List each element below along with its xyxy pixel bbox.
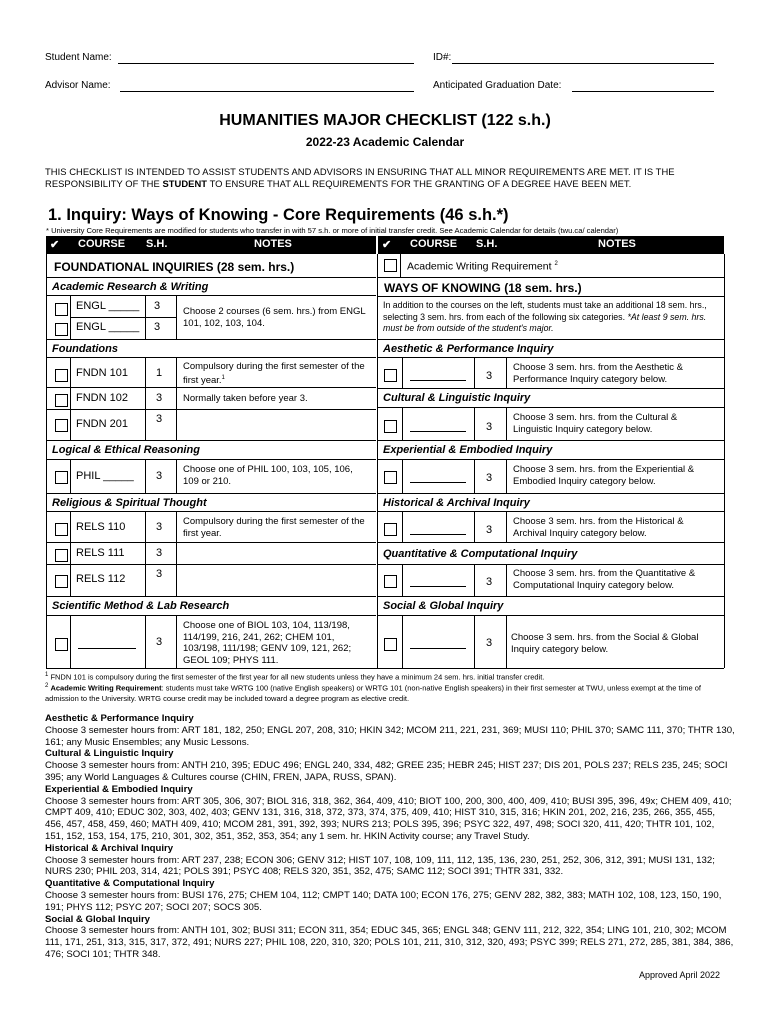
checkbox-engl-2[interactable]: [55, 323, 68, 336]
engl-note: Choose 2 courses (6 sem. hrs.) from ENGL 101, 102, 103, 104.: [183, 306, 366, 329]
footnote-2: $^2$ Academic Writing Requirement: students must take WRTG 100 (native English speakers) or WRTG 101 (non-native English speakers) in their first semester at TWU, unless exempt at the time of admission to the University. WRTG course credit may be included toward a degree program as elective credit.: [45, 683, 701, 703]
course-fndn-101: FNDN 101: [76, 367, 128, 379]
student-name-field[interactable]: [118, 63, 414, 64]
checkbox-social-global[interactable]: [384, 638, 397, 651]
list-item: Social & Global Inquiry Choose 3 semester hours from: ANTH 101, 302; BUSI 311; ECON 311, 354; EDUC 345, 365; ENGL 348; GENV 111, 212, 322, 354; LING 101, 210, 302; MCOM 111, 171, 251, 313, 315, 317, 372, 491; NURS 227; PHIL 108, 220, 310, 320; POLS 101, 211, 310, 312, 320, 493; PSYC 399; RELS 271, 272, 285, 381, 384, 386, 476; SOCI 101; THTR 348.: [45, 913, 734, 960]
academic-writing-requirement: Academic Writing Requirement $^2$: [407, 260, 558, 273]
course-rels-111: RELS 111: [76, 547, 125, 559]
sh-rels-111: 3: [156, 547, 163, 559]
sh-phil: 3: [156, 470, 163, 482]
checkbox-phil[interactable]: [55, 471, 68, 484]
category-experiential: Experiential & Embodied Inquiry: [383, 444, 553, 456]
sh-fndn-101: 1: [156, 367, 163, 379]
checkbox-experiential[interactable]: [384, 471, 397, 484]
page-title: HUMANITIES MAJOR CHECKLIST (122 s.h.): [219, 112, 551, 129]
category-academic-research: Academic Research & Writing: [52, 281, 209, 293]
approved-date: Approved April 2022: [638, 970, 720, 980]
column-divider: [377, 254, 378, 668]
checkbox-aesthetic[interactable]: [384, 369, 397, 382]
cultural-course-blank[interactable]: [410, 431, 466, 432]
checkbox-academic-writing[interactable]: [384, 259, 397, 272]
sh-quantitative: 3: [486, 576, 493, 588]
sh-rels-110: 3: [156, 521, 163, 533]
category-aesthetic: Aesthetic & Performance Inquiry: [383, 343, 554, 355]
advisor-name-label: Advisor Name:: [45, 80, 111, 91]
right-table-header: [378, 236, 724, 254]
category-historical: Historical & Archival Inquiry: [383, 497, 530, 509]
checkbox-quantitative[interactable]: [384, 575, 397, 588]
checkbox-fndn-102[interactable]: [55, 394, 68, 407]
id-label: ID#:: [433, 52, 452, 63]
category-religious-spiritual: Religious & Spiritual Thought: [52, 497, 207, 509]
list-item: Historical & Archival Inquiry Choose 3 semester hours from: ART 237, 238; ECON 306; GENV 312; HIST 107, 108, 109, 111, 112, 135, 136, 230, 251, 252, 306, 312, 391; MUSI 131, 132; NURS 230; PHIL 203, 314, 421; POLS 391; PSYC 408; RELS 320, 351, 352, 475; SAMC 112; SOCI 391; THTR 331, 332.: [45, 842, 715, 878]
category-quantitative: Quantitative & Computational Inquiry: [383, 548, 578, 560]
category-scientific-method: Scientific Method & Lab Research: [52, 600, 230, 612]
sh-fndn-102: 3: [156, 392, 163, 404]
course-rels-110: RELS 110: [76, 521, 126, 533]
checkbox-science[interactable]: [55, 638, 68, 651]
list-item: Quantitative & Computational Inquiry Choose 3 semester hours from: BUSI 176, 275; CHEM 104, 112; CMPT 140; DATA 100; ECON 176, 275; GENV 282, 382, 383; MATH 102, 108, 123, 150, 190, 191; PHYS 112; PSYC 207; SOCI 207; SOCS 305.: [45, 878, 722, 913]
list-item: Aesthetic & Performance Inquiry Choose 3 semester hours from: ART 181, 182, 250; ENGL 207, 208, 310; HKIN 342; MCOM 211, 221, 231, 369; MUSI 110; PHIL 370; SAMC 111, 370; THTR 130, 161; any Music Ensembles; any Music Lessons.: [45, 713, 735, 748]
left-table-header: [46, 236, 376, 254]
checkbox-rels-111[interactable]: [55, 549, 68, 562]
check-header-icon: ✔: [50, 239, 60, 251]
intro-text: THIS CHECKLIST IS INTENDED TO ASSIST STUDENTS AND ADVISORS IN ENSURING THAT ALL MINOR REQUIREMENTS ARE MET. IT IS THE RESPONSIBILITY OF THE STUDENT TO ENSURE THAT ALL REQUIREMENTS FOR THE GRANTING OF A DEGREE HAVE BEEN MET.: [45, 166, 675, 189]
id-field[interactable]: [452, 63, 714, 64]
notes-header: NOTES: [598, 238, 636, 250]
sh-experiential: 3: [486, 472, 493, 484]
page-subtitle: 2022-23 Academic Calendar: [305, 135, 465, 149]
quantitative-note: Choose 3 sem. hrs. from the Quantitative & Computational Inquiry category below.: [513, 568, 696, 591]
rels-110-note: Compulsory during the first semester of the first year.: [183, 516, 365, 539]
course-rels-112: RELS 112: [76, 573, 126, 585]
category-social-global: Social & Global Inquiry: [383, 600, 504, 612]
social-global-course-blank[interactable]: [410, 648, 466, 649]
category-foundations: Foundations: [52, 343, 118, 355]
checkbox-cultural[interactable]: [384, 420, 397, 433]
grad-date-label: Anticipated Graduation Date:: [433, 80, 562, 91]
quantitative-course-blank[interactable]: [410, 586, 466, 587]
course-phil: PHIL _____: [76, 470, 134, 482]
checkbox-fndn-101[interactable]: [55, 369, 68, 382]
phil-note: Choose one of PHIL 100, 103, 105, 106, 109 or 210.: [183, 464, 353, 487]
course-engl-2: ENGL _____: [76, 321, 140, 333]
sh-science: 3: [156, 636, 163, 648]
footnote-1: $^1$ FNDN 101 is compulsory during the first semester of the first year for all new students unless they have a minimum 24 sem. hrs. initial transfer credit.: [45, 672, 545, 682]
aesthetic-note: Choose 3 sem. hrs. from the Aesthetic & Performance Inquiry category below.: [513, 362, 684, 385]
ways-of-knowing-course-lists: [45, 713, 735, 961]
experiential-course-blank[interactable]: [410, 482, 466, 483]
sh-rels-112: 3: [156, 568, 163, 580]
grad-date-field[interactable]: [572, 91, 714, 92]
sh-cultural: 3: [486, 421, 493, 433]
sh-engl-1: 3: [154, 300, 161, 312]
course-header: COURSE: [78, 238, 126, 250]
check-header-icon: ✔: [382, 239, 392, 251]
section-1-note: * University Core Requirements are modified for students who transfer in with 57 s.h. or more of initial transfer credit. See Academic Calendar for details (twu.ca/ calendar): [46, 226, 619, 235]
historical-course-blank[interactable]: [410, 534, 466, 535]
sh-aesthetic: 3: [486, 370, 493, 382]
science-note: Choose one of BIOL 103, 104, 113/198, 114/199, 216, 241, 262; CHEM 101, 103/198, 111/198; GENV 109, 121, 262; GEOL 109; PHYS 111.: [183, 620, 352, 666]
sh-fndn-201: 3: [156, 413, 163, 425]
category-logical-ethical: Logical & Ethical Reasoning: [52, 444, 200, 456]
sh-header: S.H.: [146, 238, 168, 250]
sh-header: S.H.: [476, 238, 498, 250]
student-name-label: Student Name:: [45, 52, 112, 63]
ways-of-knowing-note: In addition to the courses on the left, students must take an additional 18 sem. hrs., selecting 3 sem. hrs. from each of the following six categories. *At least 9 sem. hrs. must be from outside of the student's major.: [383, 300, 707, 333]
course-fndn-201: FNDN 201: [76, 418, 128, 430]
course-fndn-102: FNDN 102: [76, 392, 128, 404]
fndn-101-note: Compulsory during the first semester of the first year.$^1$: [183, 361, 365, 386]
checkbox-rels-112[interactable]: [55, 575, 68, 588]
ways-of-knowing-title: WAYS OF KNOWING (18 sem. hrs.): [384, 281, 582, 295]
category-cultural: Cultural & Linguistic Inquiry: [383, 392, 531, 404]
sh-social-global: 3: [486, 637, 493, 649]
fndn-102-note: Normally taken before year 3.: [183, 393, 308, 404]
cultural-note: Choose 3 sem. hrs. from the Cultural & Linguistic Inquiry category below.: [513, 412, 678, 435]
social-global-note: Choose 3 sem. hrs. from the Social & Global Inquiry category below.: [511, 632, 699, 655]
experiential-note: Choose 3 sem. hrs. from the Experiential & Embodied Inquiry category below.: [513, 464, 695, 487]
list-item: Experiential & Embodied Inquiry Choose 3 semester hours from: ART 305, 306, 307; BIOL 316, 318, 362, 364, 409, 410; BIOT 100, 200, 300, 400, 409, 410; BUSI 395, 396, 49x; CHEM 409, 410; CMPT 409, 410; EDUC 302, 303, 402, 403; GENV 131, 316, 318, 372, 373, 374, 375, 409, 410; HIST 310, 315, 316; HKIN 201, 202, 216, 235, 266, 355, 455, 456, 457, 458, 459, 460; MATH 409, 410; MCOM 281, 391, 392, 393; NURS 213; POLS 395, 396; PSYC 322, 497, 498; SOCI 320, 411, 420; THTR 101, 102, 151, 152, 153, 154, 175, 210, 301, 302, 351, 352, 353, 354; any 1 sem. hr. HKIN Activity course; any Travel Study.: [45, 783, 732, 842]
checkbox-historical[interactable]: [384, 523, 397, 536]
foundational-inquiries-title: FOUNDATIONAL INQUIRIES (28 sem. hrs.): [54, 260, 295, 274]
course-header: COURSE: [410, 238, 458, 250]
notes-header: NOTES: [254, 238, 292, 250]
list-item: Cultural & Linguistic Inquiry Choose 3 semester hours from: ANTH 210, 395; EDUC 496; ENGL 240, 334, 482; GREE 235; HEBR 245; HIST 237; DIS 201, POLS 237; RELS 235, 245; SOCI 395; any World Languages & Cultures course (CHIN, FREN, JAPA, RUSS, SPAN).: [45, 748, 728, 783]
section-1-title: 1. Inquiry: Ways of Knowing - Core Requirements (46 s.h.*): [48, 206, 509, 224]
advisor-name-field[interactable]: [120, 91, 414, 92]
aesthetic-course-blank[interactable]: [410, 380, 466, 381]
checkbox-rels-110[interactable]: [55, 523, 68, 536]
science-course-blank[interactable]: [78, 648, 136, 649]
checkbox-engl-1[interactable]: [55, 303, 68, 316]
historical-note: Choose 3 sem. hrs. from the Historical & Archival Inquiry category below.: [513, 516, 684, 539]
course-engl-1: ENGL _____: [76, 300, 140, 312]
checkbox-fndn-201[interactable]: [55, 419, 68, 432]
sh-historical: 3: [486, 524, 493, 536]
sh-engl-2: 3: [154, 321, 161, 333]
